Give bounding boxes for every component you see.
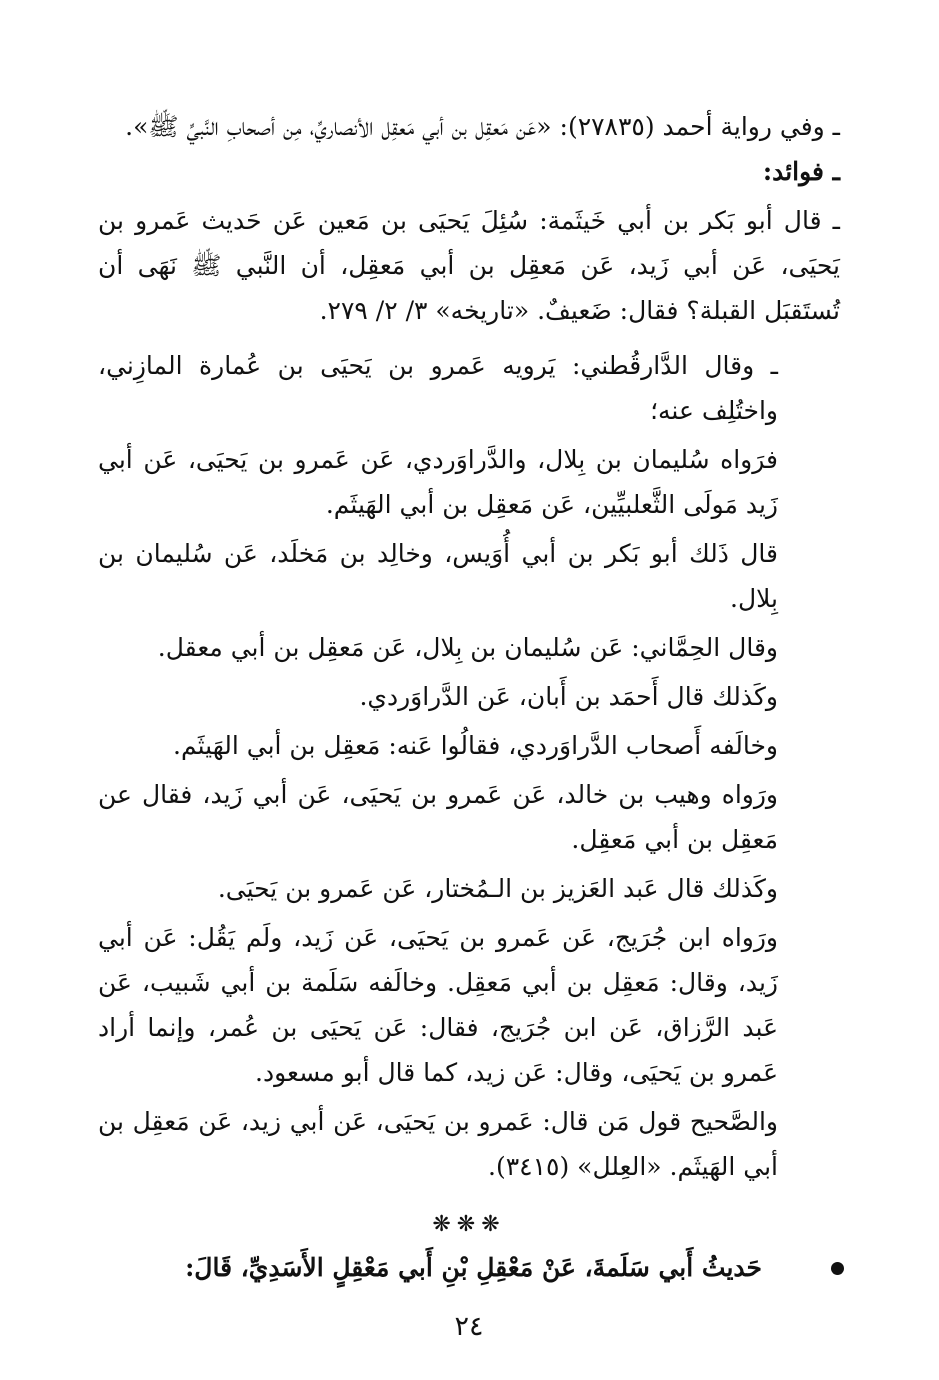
paragraph-ahmad-narration: ـ وفي رواية أحمد (٢٧٨٣٥): «عَن مَعقِل بن أبي مَعقِل الأنصاريِّ، مِن أصحابِ النَّبيِّ ﷺ». (125, 112, 840, 141)
paragraph-ibn-jurayj: ورَواه ابن جُرَيج، عَن عَمرو بن يَحيَى، عَن زَيد، ولَم يَقُل: عَن أبي زَيد، وقال: مَعقِل بن أبي مَعقِل. وخالَفه سَلَمة بن أبي شَبيب، عَن عَبد الرَّزاق، عَن ابن جُرَيج، فقال: عَن يَحيَى بن عُمر، وإنما أراد عَمرو بن يَحيَى، وقال: عَن زيد، كما قال أبو مسعود. (98, 923, 778, 1087)
paragraph-companions-darawardi: وخالَفه أَصحاب الدَّراوَردي، فقالُوا عَنه: مَعقِل بن أبي الهَيثَم. (173, 731, 778, 760)
benefits-heading: ـ فوائد: (762, 157, 840, 186)
page-number: ٢٤ (454, 1311, 484, 1342)
paragraph-abdulaziz: وكَذلك قال عَبد العَزيز بن الـمُختار، عَن عَمرو بن يَحيَى. (217, 874, 778, 903)
hadith-title (98, 1245, 840, 1290)
paragraph-daraqutni-intro: ـ وقال الدَّارقُطني: يَرويه عَمرو بن يَحيَى بن عُمارة المازِني، واختُلِف عنه؛ (98, 351, 778, 425)
paragraph-sulayman-narration: فرَواه سُليمان بن بِلال، والدَّراوَردي، عَن عَمرو بن يَحيَى، عَن أبي زَيد مَولَى الثَّعلبيِّين، عَن مَعقِل بن أبي الهَيثَم. (98, 445, 778, 519)
bullet-icon (831, 1262, 844, 1275)
paragraph-abu-bakr-quote: ـ قال أبو بَكر بن أبي خَيثَمة: سُئِلَ يَحيَى بن مَعين عَن حَديث عَمرو بن يَحيَى، عَن أبي زَيد، عَن مَعقِل بن أبي مَعقِل، أن النَّبي ﷺ نَهَى أن تُستَقبَل القبلة؟ فقال: ضَعيفٌ. «تاريخه» ٣/ ٢/ ٢٧٩. (98, 206, 840, 325)
hadith-title-text: حَديثُ أَبي سَلَمةَ، عَنْ مَعْقِلِ بْنِ أَبي مَعْقِلٍ الأَسَدِيِّ، قَالَ: (185, 1253, 762, 1282)
paragraph-wuhayb: ورَواه وهيب بن خالد، عَن عَمرو بن يَحيَى، عَن أبي زَيد، فقال عن مَعقِل بن أبي مَعقِل. (98, 780, 778, 854)
paragraph-ahmad-aban: وكَذلك قال أَحمَد بن أَبان، عَن الدَّراوَردي. (359, 682, 778, 711)
paragraph-himmani: وقال الحِمَّاني: عَن سُليمان بن بِلال، عَن مَعقِل بن أبي معقل. (157, 633, 778, 662)
paragraph-abu-bakr-uways: قال ذَلك أبو بَكر بن أبي أُوَيس، وخالِد بن مَخلَد، عَن سُليمان بن بِلال. (98, 539, 778, 613)
section-separator: ❋❋❋ (432, 1212, 506, 1237)
document-page (98, 104, 840, 1354)
paragraph-correct-view: والصَّحيح قول مَن قال: عَمرو بن يَحيَى، عَن أبي زيد، عَن مَعقِل بن أبي الهَيثَم. «العِلل» (٣٤١٥). (98, 1107, 778, 1181)
